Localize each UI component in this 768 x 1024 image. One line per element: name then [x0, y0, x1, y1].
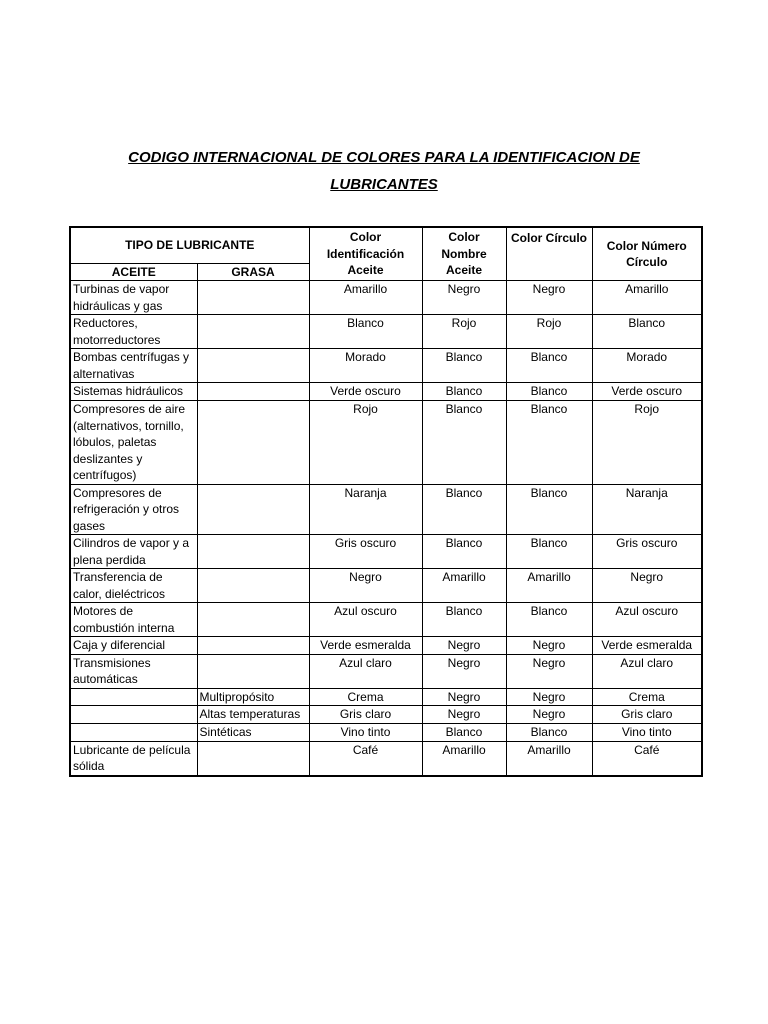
cell-grasa — [197, 383, 309, 401]
cell-grasa — [197, 654, 309, 688]
table-row — [70, 603, 702, 637]
cell-grasa — [197, 535, 309, 569]
cell-aceite — [70, 723, 197, 741]
cell-aceite: Reductores, motorreductores — [70, 315, 197, 349]
cell-aceite: Caja y diferencial — [70, 637, 197, 655]
cell-color-circulo: Blanco — [506, 603, 592, 637]
cell-color-numero: Café — [592, 741, 702, 776]
cell-color-nombre: Blanco — [422, 401, 506, 485]
header-color-identificacion: Color Identificación Aceite — [309, 227, 422, 281]
table-row — [70, 349, 702, 383]
cell-color-identificacion: Amarillo — [309, 281, 422, 315]
cell-color-circulo: Blanco — [506, 349, 592, 383]
cell-aceite: Transmisiones automáticas — [70, 654, 197, 688]
cell-aceite: Transferencia de calor, dieléctricos — [70, 569, 197, 603]
table-row — [70, 688, 702, 706]
cell-grasa — [197, 401, 309, 485]
cell-color-identificacion: Naranja — [309, 484, 422, 535]
table-row — [70, 723, 702, 741]
header-aceite: ACEITE — [70, 263, 197, 281]
table-row — [70, 569, 702, 603]
cell-color-identificacion: Verde oscuro — [309, 383, 422, 401]
cell-color-identificacion: Gris oscuro — [309, 535, 422, 569]
cell-color-numero: Naranja — [592, 484, 702, 535]
cell-color-nombre: Negro — [422, 637, 506, 655]
cell-color-identificacion: Vino tinto — [309, 723, 422, 741]
cell-aceite: Sistemas hidráulicos — [70, 383, 197, 401]
cell-color-circulo: Negro — [506, 654, 592, 688]
cell-aceite: Compresores de aire (alternativos, tornillo, lóbulos, paletas deslizantes y centrífugos) — [70, 401, 197, 485]
cell-color-nombre: Blanco — [422, 349, 506, 383]
cell-color-numero: Vino tinto — [592, 723, 702, 741]
table-row — [70, 484, 702, 535]
cell-grasa — [197, 349, 309, 383]
cell-color-nombre: Blanco — [422, 484, 506, 535]
cell-color-numero: Blanco — [592, 315, 702, 349]
table-body — [70, 281, 702, 776]
table-row — [70, 535, 702, 569]
cell-color-nombre: Negro — [422, 706, 506, 724]
cell-grasa — [197, 637, 309, 655]
cell-aceite — [70, 688, 197, 706]
table-row — [70, 401, 702, 485]
cell-color-numero: Amarillo — [592, 281, 702, 315]
title-line-1: CODIGO INTERNACIONAL DE COLORES PARA LA IDENTIFICACION DE — [128, 149, 640, 166]
cell-aceite: Lubricante de película sólida — [70, 741, 197, 776]
cell-color-circulo: Amarillo — [506, 741, 592, 776]
cell-color-circulo: Blanco — [506, 383, 592, 401]
cell-color-numero: Gris claro — [592, 706, 702, 724]
table-row — [70, 706, 702, 724]
cell-aceite: Motores de combustión interna — [70, 603, 197, 637]
cell-color-identificacion: Azul oscuro — [309, 603, 422, 637]
cell-color-identificacion: Morado — [309, 349, 422, 383]
cell-color-identificacion: Negro — [309, 569, 422, 603]
cell-color-circulo: Rojo — [506, 315, 592, 349]
cell-color-circulo: Amarillo — [506, 569, 592, 603]
cell-color-nombre: Negro — [422, 654, 506, 688]
cell-color-circulo: Negro — [506, 637, 592, 655]
cell-color-nombre: Rojo — [422, 315, 506, 349]
cell-color-numero: Negro — [592, 569, 702, 603]
table-row — [70, 741, 702, 776]
cell-aceite: Bombas centrífugas y alternativas — [70, 349, 197, 383]
cell-color-nombre: Blanco — [422, 723, 506, 741]
cell-color-circulo: Negro — [506, 706, 592, 724]
title-line-2: LUBRICANTES — [330, 176, 438, 193]
cell-color-numero: Azul oscuro — [592, 603, 702, 637]
cell-color-circulo: Blanco — [506, 484, 592, 535]
cell-color-nombre: Negro — [422, 281, 506, 315]
table-row — [70, 637, 702, 655]
cell-color-circulo: Blanco — [506, 723, 592, 741]
table-row — [70, 654, 702, 688]
cell-color-numero: Verde oscuro — [592, 383, 702, 401]
cell-aceite: Turbinas de vapor hidráulicas y gas — [70, 281, 197, 315]
table-row — [70, 383, 702, 401]
cell-color-circulo: Negro — [506, 281, 592, 315]
cell-color-circulo: Blanco — [506, 401, 592, 485]
cell-color-numero: Gris oscuro — [592, 535, 702, 569]
cell-color-nombre: Blanco — [422, 603, 506, 637]
cell-grasa: Sintéticas — [197, 723, 309, 741]
cell-color-identificacion: Rojo — [309, 401, 422, 485]
cell-color-nombre: Blanco — [422, 535, 506, 569]
cell-color-identificacion: Gris claro — [309, 706, 422, 724]
cell-color-identificacion: Blanco — [309, 315, 422, 349]
document-title — [0, 144, 768, 198]
cell-color-numero: Morado — [592, 349, 702, 383]
cell-color-identificacion: Azul claro — [309, 654, 422, 688]
cell-grasa — [197, 569, 309, 603]
cell-color-identificacion: Café — [309, 741, 422, 776]
cell-color-nombre: Amarillo — [422, 569, 506, 603]
cell-grasa — [197, 603, 309, 637]
cell-color-numero: Rojo — [592, 401, 702, 485]
cell-grasa — [197, 484, 309, 535]
table-row — [70, 281, 702, 315]
lubricant-color-table — [69, 226, 703, 777]
cell-grasa — [197, 281, 309, 315]
cell-aceite: Cilindros de vapor y a plena perdida — [70, 535, 197, 569]
cell-color-circulo: Blanco — [506, 535, 592, 569]
cell-color-numero: Azul claro — [592, 654, 702, 688]
cell-color-nombre: Amarillo — [422, 741, 506, 776]
header-color-nombre: Color Nombre Aceite — [422, 227, 506, 281]
cell-aceite — [70, 706, 197, 724]
cell-color-identificacion: Verde esmeralda — [309, 637, 422, 655]
cell-color-identificacion: Crema — [309, 688, 422, 706]
table-row — [70, 315, 702, 349]
cell-color-numero: Verde esmeralda — [592, 637, 702, 655]
header-color-numero: Color Número Círculo — [592, 227, 702, 281]
header-grasa: GRASA — [197, 263, 309, 281]
cell-color-circulo: Negro — [506, 688, 592, 706]
cell-color-nombre: Negro — [422, 688, 506, 706]
cell-color-nombre: Blanco — [422, 383, 506, 401]
cell-grasa — [197, 741, 309, 776]
header-color-circulo: Color Círculo — [506, 227, 592, 281]
cell-grasa: Altas temperaturas — [197, 706, 309, 724]
cell-color-numero: Crema — [592, 688, 702, 706]
cell-aceite: Compresores de refrigeración y otros gases — [70, 484, 197, 535]
cell-grasa — [197, 315, 309, 349]
header-tipo: TIPO DE LUBRICANTE — [70, 227, 309, 263]
cell-grasa: Multipropósito — [197, 688, 309, 706]
